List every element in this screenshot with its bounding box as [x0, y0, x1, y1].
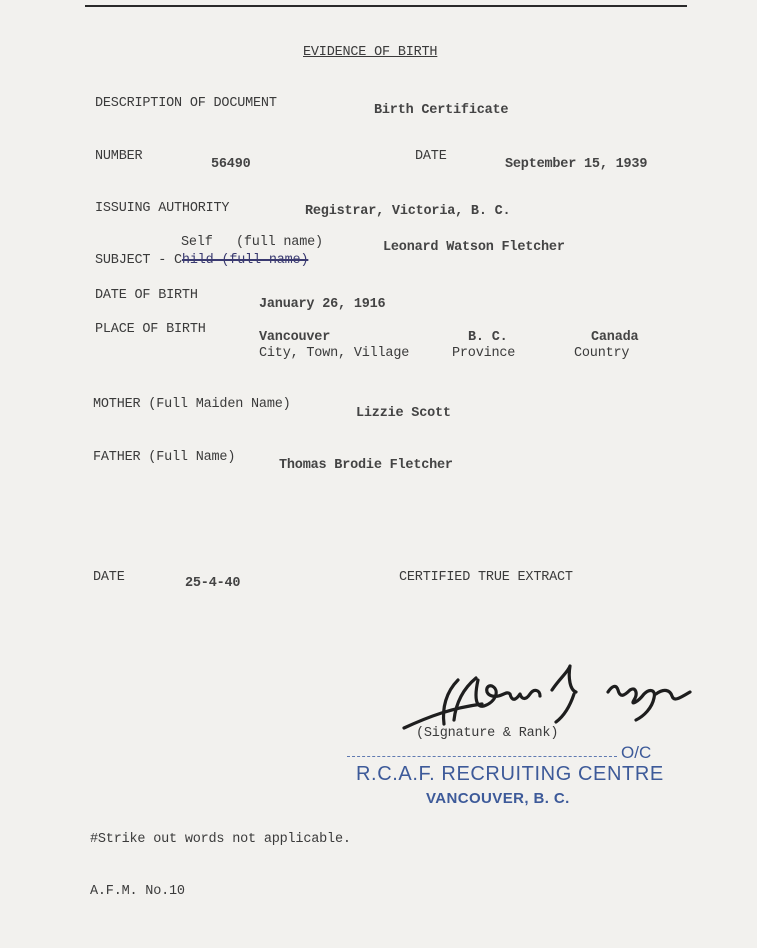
subject-label-text: SUBJECT - C — [95, 253, 182, 268]
date-label: DATE — [415, 149, 447, 164]
document-title: EVIDENCE OF BIRTH — [303, 45, 438, 60]
place-of-birth-country: Canada — [591, 330, 639, 345]
mother-label: MOTHER (Full Maiden Name) — [93, 397, 291, 412]
strike-out-note: #Strike out words not applicable. — [90, 832, 351, 847]
signature-caption: (Signature & Rank) — [416, 726, 559, 741]
top-rule — [85, 5, 687, 7]
description-label: DESCRIPTION OF DOCUMENT — [95, 96, 277, 111]
number-value: 56490 — [211, 157, 251, 172]
subject-self: Self — [181, 235, 213, 250]
date-of-birth-label: DATE OF BIRTH — [95, 288, 198, 303]
footer-date-value: 25-4-40 — [185, 576, 241, 591]
place-of-birth-province: B. C. — [468, 330, 508, 345]
date-value: September 15, 1939 — [505, 157, 648, 172]
certified-true-extract: CERTIFIED TRUE EXTRACT — [399, 570, 573, 585]
subject-struck-text: hild (full name) — [181, 253, 309, 268]
place-of-birth-label: PLACE OF BIRTH — [95, 322, 206, 337]
subject-full-name-note: (full name) — [236, 235, 323, 250]
signature-line — [347, 756, 617, 757]
rank-label: O/C — [621, 743, 652, 762]
city-caption: City, Town, Village — [259, 346, 410, 361]
place-of-birth-city: Vancouver — [259, 330, 331, 345]
mother-value: Lizzie Scott — [356, 406, 451, 421]
description-value: Birth Certificate — [374, 103, 509, 118]
stamp-recruiting-centre: R.C.A.F. RECRUITING CENTRE — [356, 763, 664, 785]
issuing-authority-label: ISSUING AUTHORITY — [95, 201, 230, 216]
stamp-location: VANCOUVER, B. C. — [426, 790, 570, 807]
date-of-birth-value: January 26, 1916 — [259, 297, 386, 312]
subject-value: Leonard Watson Fletcher — [383, 240, 565, 255]
province-caption: Province — [452, 346, 516, 361]
footer-date-label: DATE — [93, 570, 125, 585]
issuing-authority-value: Registrar, Victoria, B. C. — [305, 204, 511, 219]
country-caption: Country — [574, 346, 630, 361]
father-value: Thomas Brodie Fletcher — [279, 458, 453, 473]
subject-label — [95, 253, 308, 268]
form-number: A.F.M. No.10 — [90, 884, 185, 899]
father-label: FATHER (Full Name) — [93, 450, 236, 465]
number-label: NUMBER — [95, 149, 143, 164]
